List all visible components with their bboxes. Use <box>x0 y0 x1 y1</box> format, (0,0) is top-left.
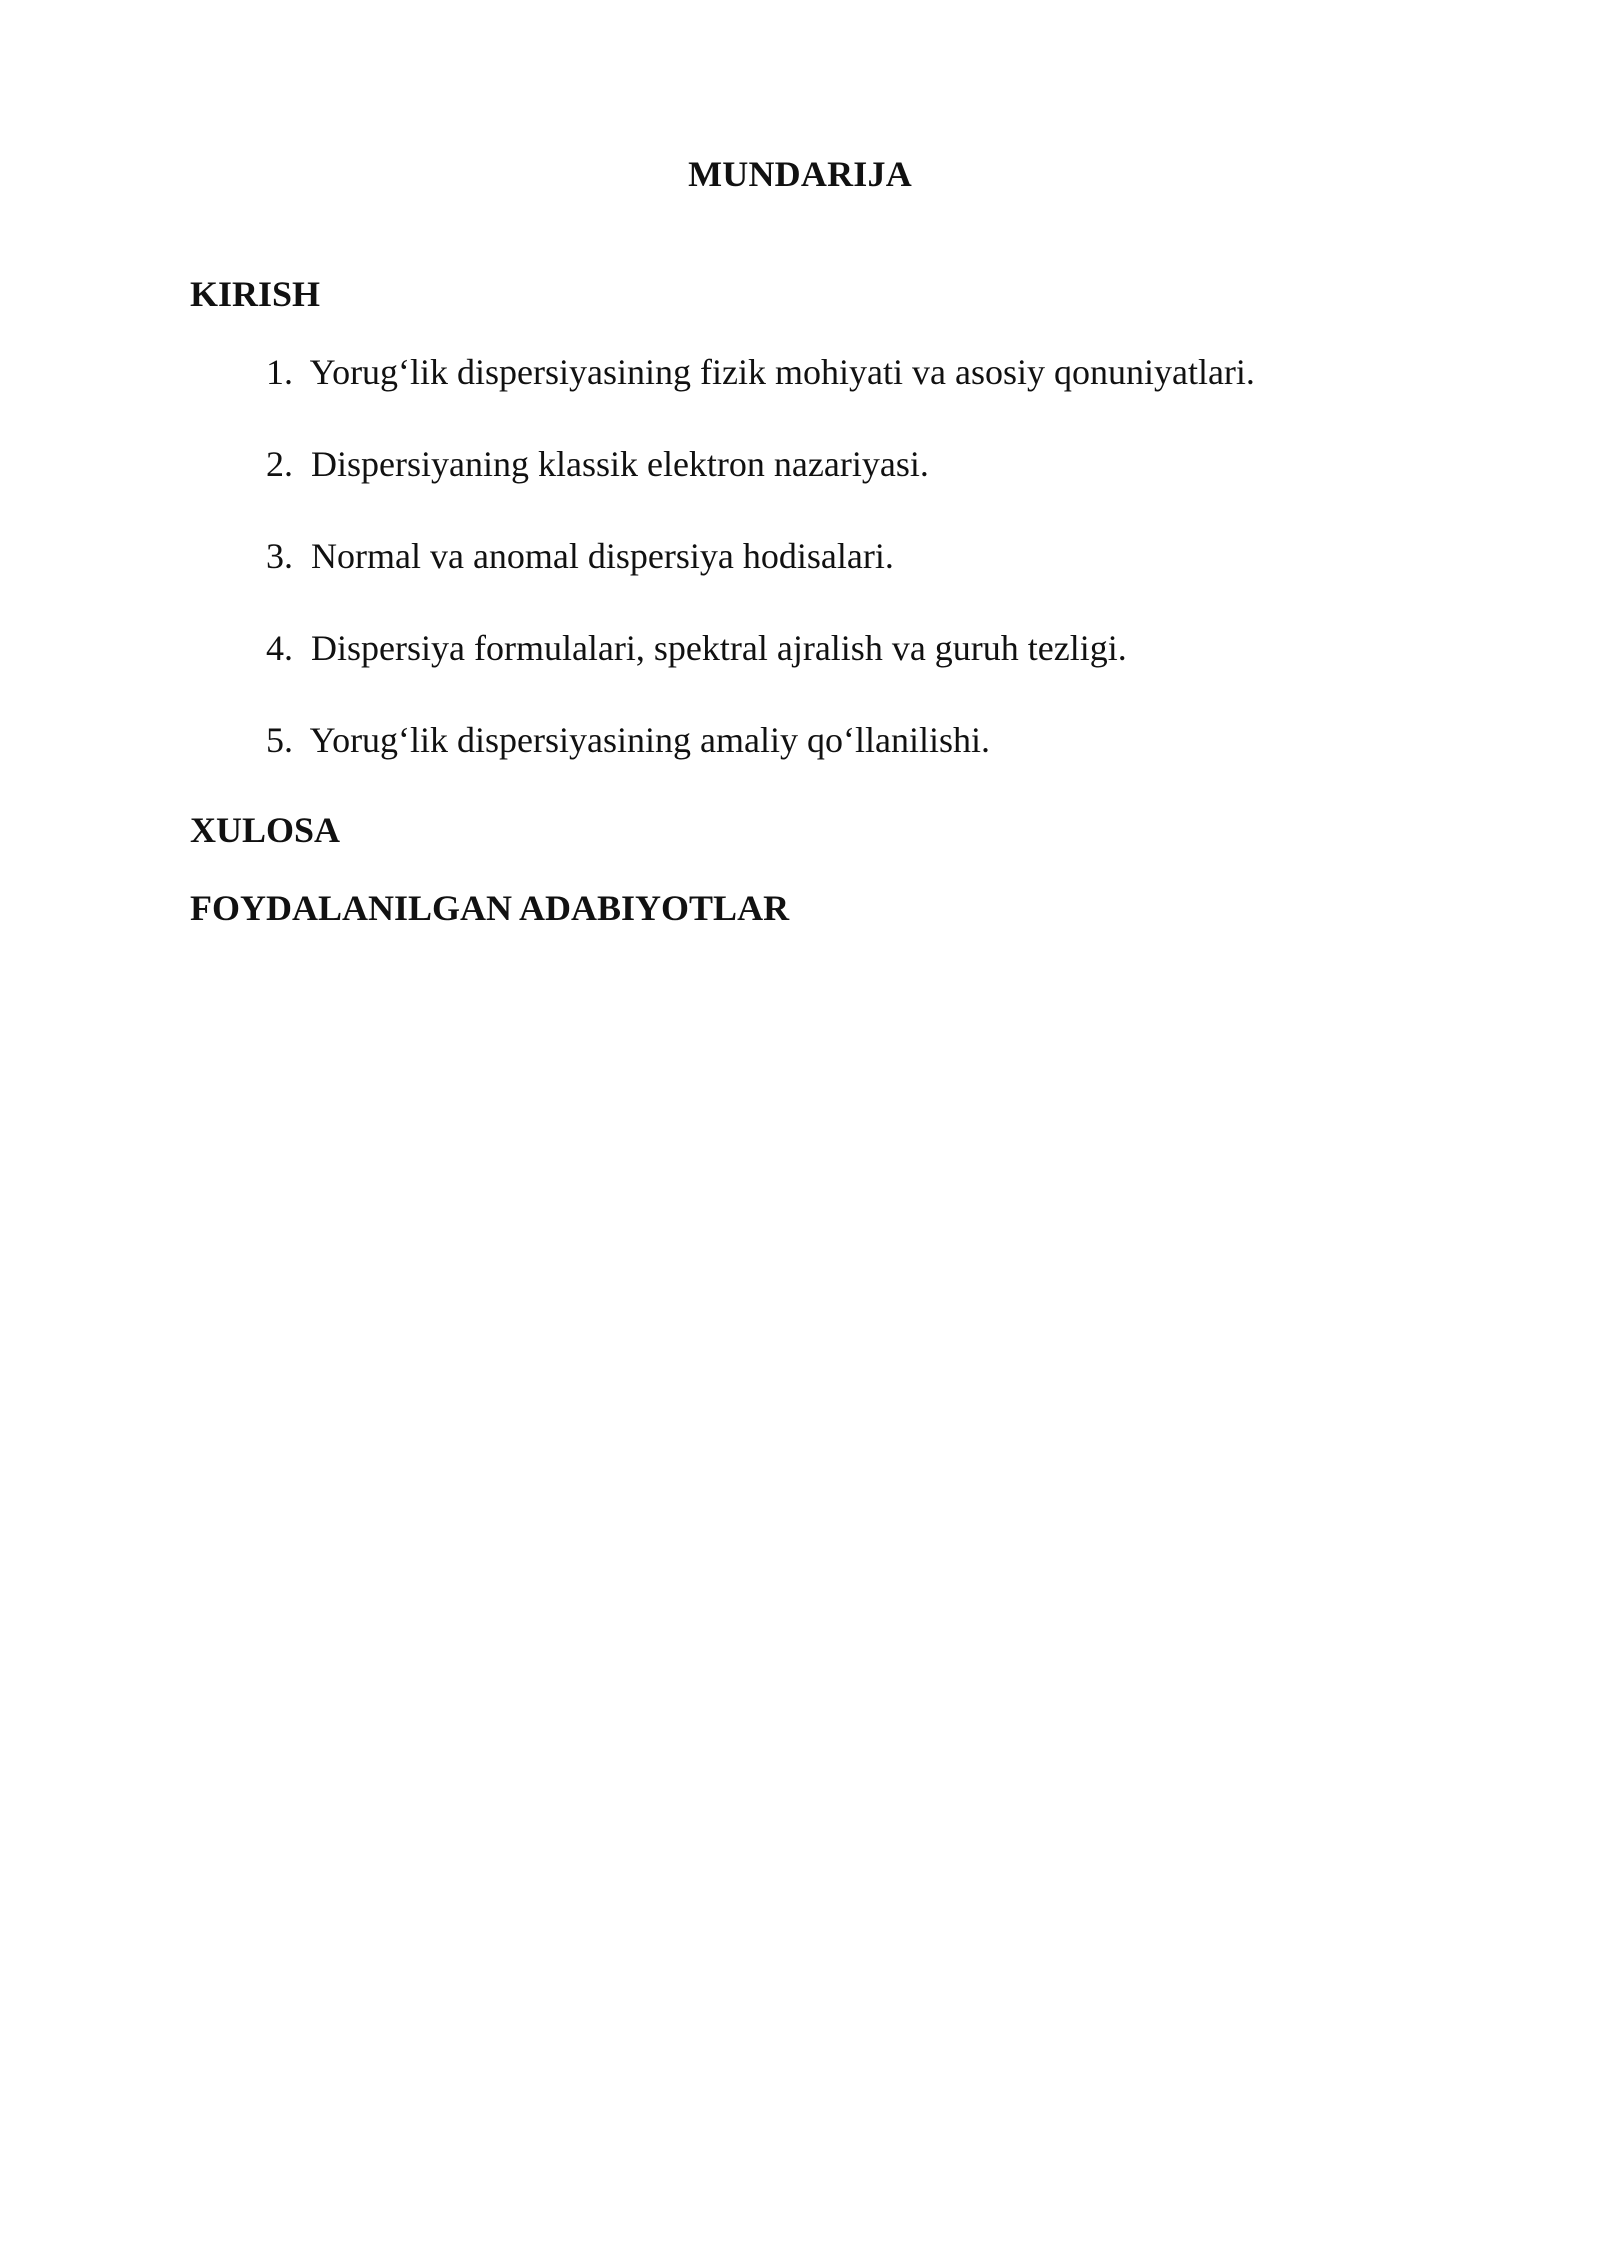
toc-item-number: 3. <box>266 536 302 576</box>
toc-item <box>266 718 990 762</box>
toc-item-number: 4. <box>266 628 302 668</box>
section-heading-references: FOYDALANILGAN ADABIYOTLAR <box>190 888 790 928</box>
toc-item-number: 2. <box>266 444 302 484</box>
toc-item <box>266 534 894 578</box>
toc-item-text: Dispersiyaning klassik elektron nazariyasi. <box>311 444 929 484</box>
toc-item <box>266 626 1127 670</box>
toc-item-text: Yorug‘lik dispersiyasining fizik mohiyati va asosiy qonuniyatlari. <box>309 352 1255 392</box>
toc-item-text: Yorug‘lik dispersiyasining amaliy qo‘llanilishi. <box>309 720 990 760</box>
page-title: MUNDARIJA <box>688 154 912 194</box>
toc-item-number: 1. <box>266 352 302 392</box>
toc-item-text: Dispersiya formulalari, spektral ajralish va guruh tezligi. <box>311 628 1127 668</box>
toc-item <box>266 350 1255 394</box>
section-heading-intro: KIRISH <box>190 274 321 314</box>
toc-item-number: 5. <box>266 720 302 760</box>
toc-item-text: Normal va anomal dispersiya hodisalari. <box>311 536 894 576</box>
section-heading-conclusion: XULOSA <box>190 810 341 850</box>
toc-item <box>266 442 929 486</box>
